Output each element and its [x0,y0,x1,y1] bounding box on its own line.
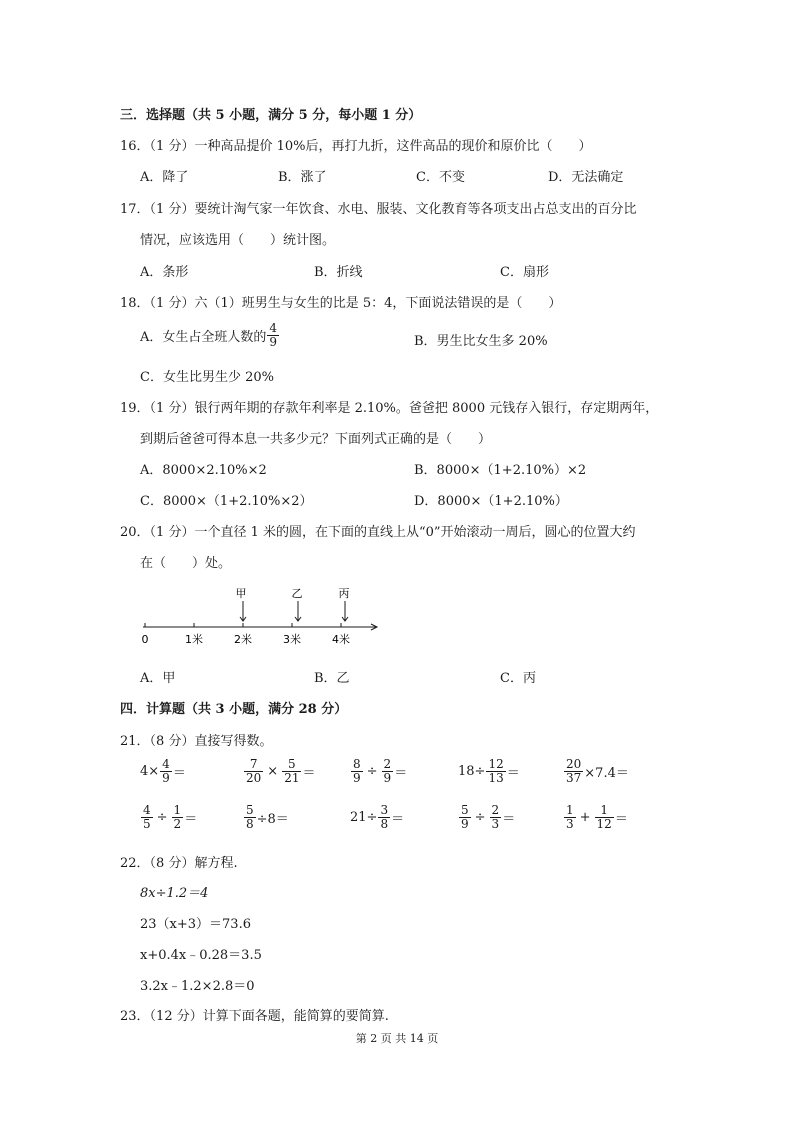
fraction-denominator: 21 [284,770,300,785]
fraction [486,758,505,784]
fraction-numerator: 12 [488,757,504,771]
question-16-option-a: A．降了 [140,170,189,185]
fraction [141,804,153,830]
fraction-numerator: 4 [269,321,278,335]
calc-text: ＝ [506,765,520,781]
calc-text: ＝ [502,811,516,827]
tick-label-3: 3米 [283,633,301,646]
calc-r2-e3 [350,804,404,830]
number-line-figure [135,585,385,650]
marker-label-bing: 丙 [338,587,350,600]
fraction-numerator: 7 [244,758,263,772]
question-17-option-c: C．扇形 [500,265,549,280]
question-20-stem-line2: 在（ ）处。 [140,556,232,571]
question-19-option-d: D．8000×（1+2.10%） [414,494,568,509]
fraction-numerator: 5 [461,803,469,817]
marker-label-yi: 乙 [291,587,303,600]
fraction-numerator: 3 [380,803,389,817]
calc-text: ×7.4＝ [584,765,629,781]
equation-2: 23（x+3）＝73.6 [140,917,251,932]
marker-label-jia: 甲 [235,587,247,600]
fraction-denominator: 13 [488,770,504,785]
calc-r2-e5 [563,804,628,830]
fraction-denominator: 12 [596,816,612,831]
fraction-numerator: 1 [566,803,574,817]
calc-text: ＝ [391,811,405,827]
fraction-denominator: 37 [566,770,582,785]
fraction [172,804,184,830]
equation-1: 8x÷1.2＝4 [140,886,209,901]
fraction-numerator: 5 [282,758,301,772]
question-20-option-b: B．乙 [314,671,350,686]
fraction-denominator: 9 [461,816,469,831]
question-16-option-b: B．涨了 [278,170,327,185]
fraction [595,804,614,830]
question-19-stem-line1: 19．（1 分）银行两年期的存款年利率是 2.10%。爸爸把 8000 元钱存入银行，存定期两年， [120,401,659,416]
calc-text: ＝ [394,765,408,781]
fraction [351,758,363,784]
calc-r1-e4 [458,758,520,784]
question-22-stem: 22．（8 分）解方程. [120,856,238,871]
section-4-heading: 四．计算题（共 3 小题，满分 28 分） [120,702,348,717]
calc-text: ＝ [172,765,186,781]
question-16-option-d: D．无法确定 [548,170,624,185]
question-18-option-b: B．男生比女生多 20% [414,334,548,349]
question-23-stem: 23．（12 分）计算下面各题，能简算的要简算. [120,1009,389,1024]
fraction-denominator: 8 [380,816,389,831]
calc-r1-e5 [563,758,629,784]
fraction-numerator: 8 [353,757,361,771]
fraction [160,758,172,784]
calc-operator: + [579,809,591,825]
fraction [382,758,394,784]
question-21-stem: 21．（8 分）直接写得数。 [120,734,273,749]
question-17-stem-line1: 17．（1 分）要统计淘气家一年饮食、水电、服装、文化教育等各项支出占总支出的百分比 [120,202,637,217]
question-19-option-a: A．8000×2.10%×2 [140,463,267,478]
fraction [378,804,390,830]
calc-operator: ÷ [366,763,378,779]
calc-r2-e1 [140,804,197,830]
fraction-numerator: 20 [566,757,582,771]
question-17-stem-line2: 情况，应该选用（ ）统计图。 [140,233,336,248]
calc-text: ÷8＝ [256,811,289,827]
fraction-denominator: 20 [246,770,262,785]
calc-r1-e1 [140,758,186,784]
tick-label-4: 4米 [332,633,350,646]
question-17-option-a: A．条形 [140,265,189,280]
calc-r1-e2 [243,758,315,784]
calc-r2-e4 [458,804,515,830]
calc-r2-e2 [243,804,289,830]
fraction-denominator: 2 [173,816,182,831]
question-16-stem: 16．（1 分）一种高品提价 10%后，再打九折，这件高品的现价和原价比（ ） [120,139,592,154]
fraction-numerator: 4 [143,803,151,817]
question-20-option-a: A．甲 [140,671,176,686]
question-16-option-c: C．不变 [416,170,465,185]
section-3-heading: 三．选择题（共 5 小题，满分 5 分，每小题 1 分） [120,108,422,123]
fraction [490,804,502,830]
fraction-denominator: 3 [491,816,500,831]
question-18-option-a-text: A．女生占全班人数的 [140,329,267,345]
fraction-denominator: 9 [353,770,361,785]
question-19-stem-line2: 到期后爸爸可得本息一共多少元？下面列式正确的是（ ） [140,432,492,447]
fraction-denominator: 3 [566,816,574,831]
calc-text: 18÷ [458,763,486,779]
fraction-numerator: 1 [173,803,182,817]
calc-operator: ÷ [474,809,486,825]
calc-r1-e3 [350,758,407,784]
fraction [564,758,583,784]
calc-operator: × [267,763,279,779]
question-18-stem: 18．（1 分）六（1）班男生与女生的比是 5：4，下面说法错误的是（ ） [120,296,562,311]
question-18-option-c: C．女生比男生少 20% [140,370,274,385]
fraction-numerator: 1 [595,804,614,818]
fraction-numerator: 4 [162,757,170,771]
calc-text: 21÷ [350,809,378,825]
fraction [244,758,263,784]
question-19-option-b: B．8000×（1+2.10%）×2 [414,463,587,478]
fraction-numerator: 2 [491,803,500,817]
fraction [564,804,576,830]
fraction-denominator: 8 [246,816,254,831]
fraction [459,804,471,830]
fraction [282,758,301,784]
calc-operator: ÷ [156,809,168,825]
fraction [267,322,279,348]
fraction-denominator: 9 [162,770,170,785]
tick-label-1: 1米 [185,633,203,646]
tick-label-0: 0 [141,633,149,646]
fraction-numerator: 2 [383,757,392,771]
calc-text: ＝ [184,811,198,827]
question-19-option-c: C．8000×（1+2.10%×2） [140,494,313,509]
question-20-stem-line1: 20．（1 分）一个直径 1 米的圆，在下面的直线上从“0”开始滚动一周后，圆心的位置大约 [120,525,636,540]
question-17-option-b: B．折线 [314,265,363,280]
question-18-option-a [140,322,280,348]
tick-label-2: 2米 [234,633,252,646]
fraction [244,804,256,830]
fraction-denominator: 9 [383,770,392,785]
calc-text: ＝ [302,765,316,781]
fraction-numerator: 5 [246,803,254,817]
page-footer: 第 2 页 共 14 页 [355,1032,439,1045]
fraction-denominator: 9 [269,334,278,349]
calc-text: ＝ [614,811,628,827]
calc-text: 4× [140,763,160,779]
equation-3: x+0.4x﹣0.28＝3.5 [140,948,262,963]
question-20-option-c: C．丙 [500,671,536,686]
equation-4: 3.2x﹣1.2×2.8＝0 [140,979,255,994]
fraction-denominator: 5 [143,816,151,831]
